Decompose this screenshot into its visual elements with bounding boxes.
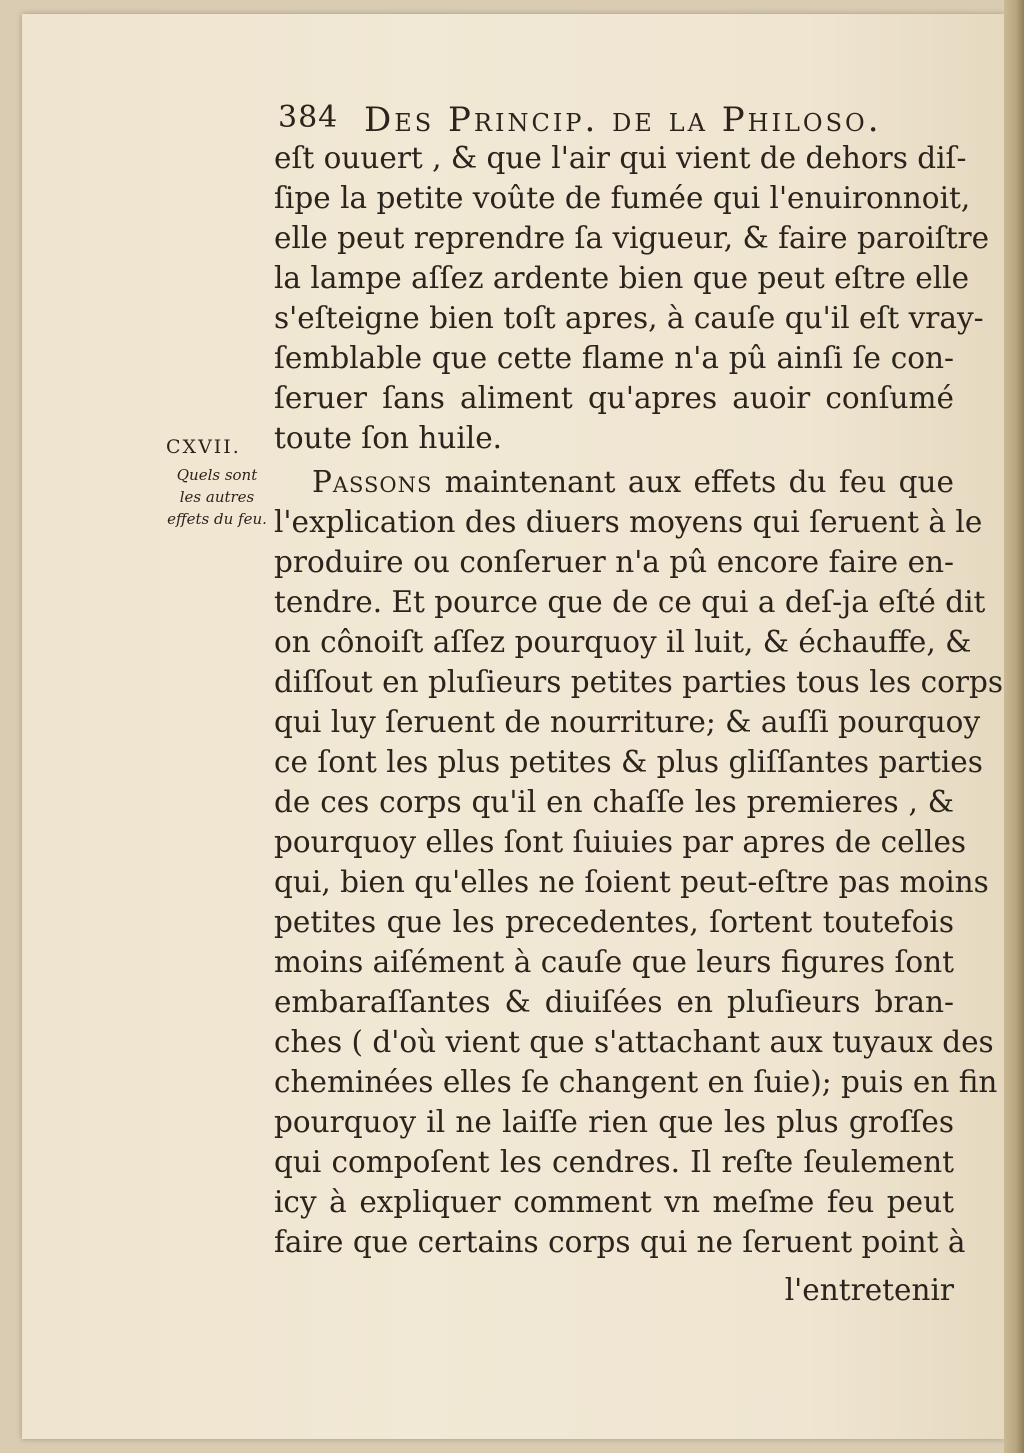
- page-number: 384: [278, 100, 339, 135]
- text-line: on cônoiſt aſſez pourquoy il luit, & échauffe, &: [274, 625, 972, 659]
- page-edge: [1004, 0, 1024, 1453]
- running-title: Des Princip. de la Philoso.: [364, 100, 882, 140]
- text-line: qui, bien qu'elles ne ſoient peut-eſtre pas moins: [274, 865, 989, 899]
- text-line: icy à expliquer comment vn meſme feu peut: [274, 1185, 954, 1219]
- margin-note-line: les autres: [179, 488, 255, 506]
- text-line: s'eſteigne bien toſt apres, à cauſe qu'il eſt vray-: [274, 301, 984, 335]
- text-line: ſemblable que cette flame n'a pû ainſi ſe con-: [274, 341, 954, 375]
- text-line: toute ſon huile.: [274, 421, 503, 455]
- text-line: diſſout en pluſieurs petites parties tous les corps: [274, 665, 1003, 699]
- text-line: moins aiſément à cauſe que leurs figures ſont: [274, 945, 954, 979]
- catchword: l'entretenir: [784, 1273, 954, 1307]
- text-line: ce ſont les plus petites & plus gliſſantes parties: [274, 745, 983, 779]
- text-line: ſeruer ſans aliment qu'apres auoir conſumé: [274, 381, 954, 415]
- text-line: ches ( d'où vient que s'attachant aux tuyaux des: [274, 1025, 994, 1059]
- text-line: embaraſſantes & diuiſées en pluſieurs bran-: [274, 985, 954, 1019]
- text-span: maintenant aux effets du feu que: [444, 465, 954, 499]
- text-line: eſt ouuert , & que l'air qui vient de dehors diſ-: [274, 141, 967, 175]
- text-line: qui compoſent les cendres. Il reſte ſeulement: [274, 1145, 954, 1179]
- text-line: faire que certains corps qui ne ſeruent point à: [274, 1225, 966, 1259]
- paragraph-lead: Passons: [312, 465, 433, 499]
- text-line-with-lead: [312, 462, 954, 502]
- text-line: produire ou conſeruer n'a pû encore faire en-: [274, 545, 954, 579]
- text-line: pourquoy elles ſont ſuiuies par apres de celles: [274, 825, 967, 859]
- text-line: qui luy ſeruent de nourriture; & auſſi pourquoy: [274, 705, 981, 739]
- text-line: de ces corps qu'il en chaſſe les premieres , &: [274, 785, 954, 819]
- margin-note-line: effets du feu.: [167, 510, 267, 528]
- text-line: l'explication des diuers moyens qui ſeruent à le: [274, 505, 983, 539]
- text-line: petites que les precedentes, ſortent toutefois: [274, 905, 954, 939]
- text-line: ſipe la petite voûte de fumée qui l'enuironnoit,: [274, 181, 971, 215]
- text-line: elle peut reprendre ſa vigueur, & faire paroiſtre: [274, 221, 990, 255]
- text-line: tendre. Et pource que de ce qui a deſ-ja eſté dit: [274, 585, 986, 619]
- text-line: cheminées elles ſe changent en ſuie); puis en fin: [274, 1065, 998, 1099]
- margin-section-number: CXVII.: [166, 436, 241, 458]
- text-line: pourquoy il ne laiſſe rien que les plus groſſes: [274, 1105, 954, 1139]
- margin-note-line: Quels sont: [176, 466, 258, 484]
- text-line: la lampe aſſez ardente bien que peut eſtre elle: [274, 261, 970, 295]
